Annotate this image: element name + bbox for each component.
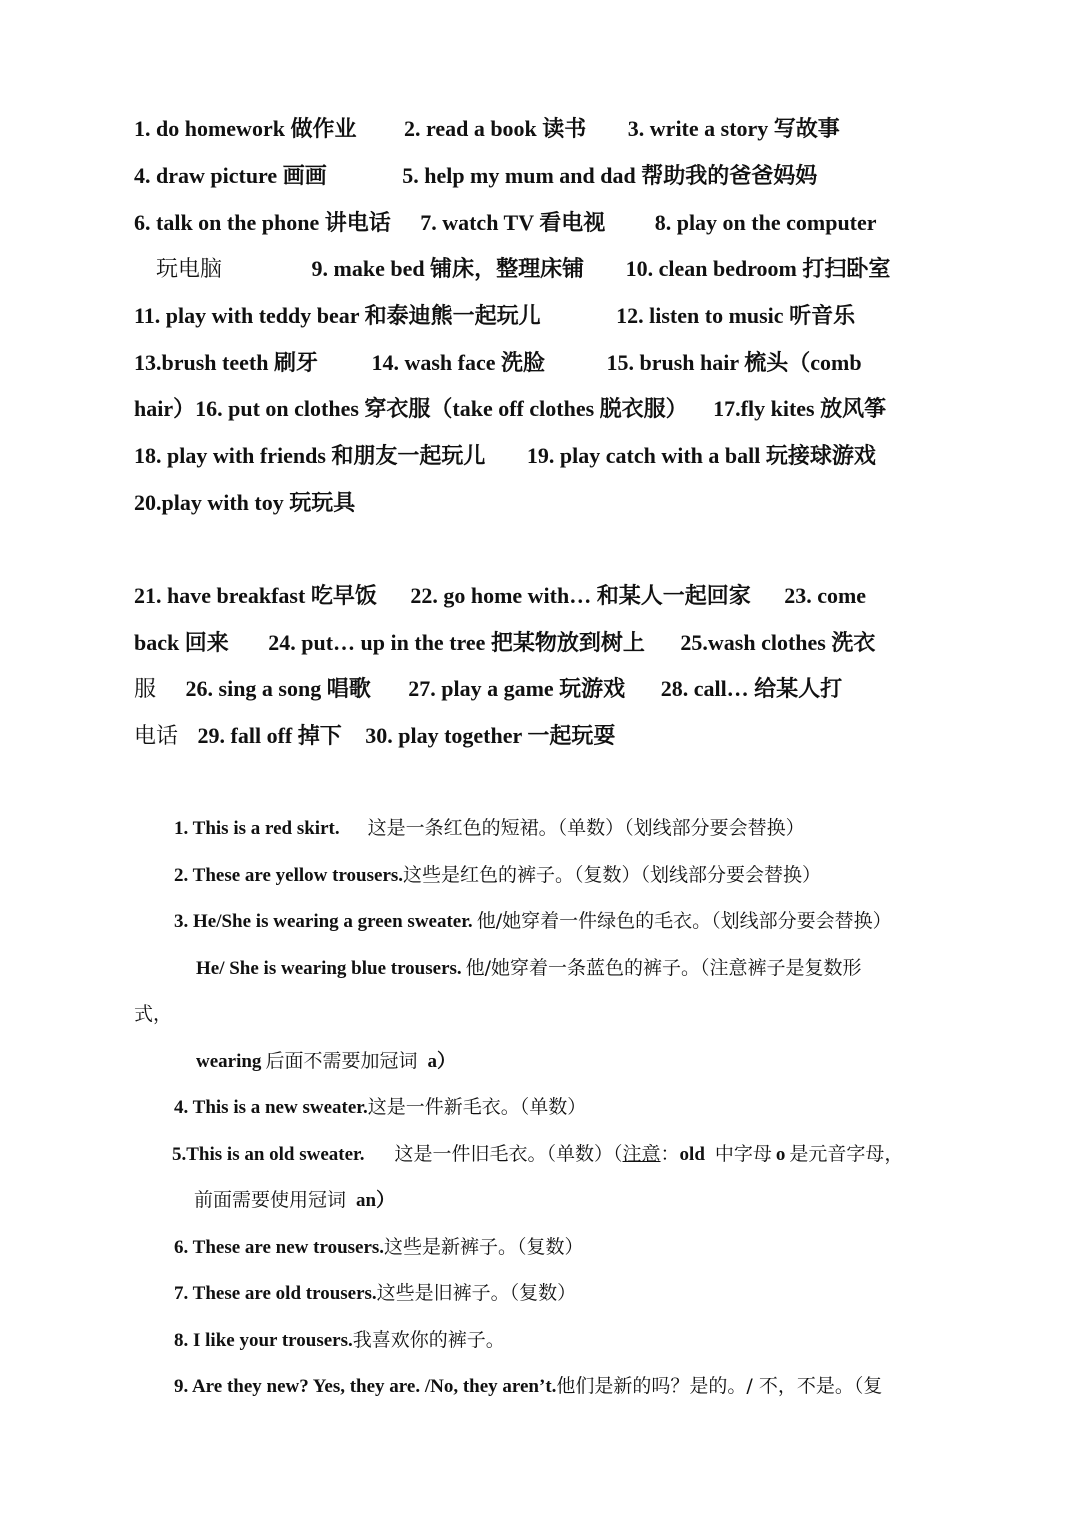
vocab-item: 15. brush hair 梳头（comb xyxy=(606,350,862,375)
sentence-1: 1. This is a red skirt. 这是一条红色的短裙。（单数）（划线部分要会替换） xyxy=(174,817,805,839)
vocab-line-1 xyxy=(134,114,954,144)
vocab-line-9 xyxy=(134,488,954,518)
sentence-3c: 式， xyxy=(134,1003,173,1025)
vocab-item: 19. play catch with a ball 玩接球游戏 xyxy=(526,443,876,468)
vocab-item: 23. come xyxy=(784,583,867,608)
vocab-line-11 xyxy=(134,628,954,658)
sentence-7: 7. These are old trousers.这些是旧裤子。（复数） xyxy=(174,1282,577,1304)
vocab-item: 29. fall off 掉下 xyxy=(197,723,342,748)
vocab-line-12 xyxy=(134,674,954,705)
vocab-line-2 xyxy=(134,161,954,191)
vocab-item: 28. call… 给某人打 xyxy=(660,676,843,701)
vocab-line-8 xyxy=(134,441,954,471)
vocab-line-6 xyxy=(134,348,954,378)
vocab-item: 4. draw picture 画画 xyxy=(134,163,327,188)
sentence-2: 2. These are yellow trousers.这些是红色的裤子。（复数）（划线部分要会替换） xyxy=(174,864,822,886)
vocab-item: hair）16. put on clothes 穿衣服（take off clothes 脱衣服） xyxy=(134,396,688,421)
vocab-item: 11. play with teddy bear 和泰迪熊一起玩儿 xyxy=(134,303,541,328)
vocab-line-7 xyxy=(134,394,954,424)
sentence-5: 5.This is an old sweater. 这是一件旧毛衣。（单数）（注意：old 中字母 o 是元音字母， xyxy=(172,1143,904,1165)
vocab-line-4 xyxy=(134,254,954,285)
sentence-3: 3. He/She is wearing a green sweater. 他/她穿着一件绿色的毛衣。（划线部分要会替换） xyxy=(174,910,892,932)
vocab-line-13 xyxy=(134,721,954,752)
sentence-5b: 前面需要使用冠词 an） xyxy=(194,1189,396,1211)
sentence-8: 8. I like your trousers.我喜欢你的裤子。 xyxy=(174,1329,505,1351)
vocab-item: 2. read a book 读书 xyxy=(403,116,587,141)
sentence-3d: wearing 后面不需要加冠词 a） xyxy=(196,1050,456,1072)
vocab-item: 1. do homework 做作业 xyxy=(134,116,357,141)
vocab-item: 30. play together 一起玩耍 xyxy=(365,723,616,748)
vocab-item: 24. put… up in the tree 把某物放到树上 xyxy=(268,630,645,655)
vocab-item: 电话 xyxy=(134,724,179,749)
vocab-item: 5. help my mum and dad 帮助我的爸爸妈妈 xyxy=(402,163,818,188)
vocab-item: 25.wash clothes 洗衣 xyxy=(680,630,876,655)
vocab-item: 7. watch TV 看电视 xyxy=(420,210,606,235)
vocab-item: 9. make bed 铺床，整理床铺 xyxy=(311,256,585,281)
vocab-item: 12. listen to music 听音乐 xyxy=(616,303,856,328)
vocab-item: 6. talk on the phone 讲电话 xyxy=(134,210,391,235)
sentence-9: 9. Are they new? Yes, they are. /No, they aren’t.他们是新的吗？是的。/ 不，不是。（复 xyxy=(174,1375,883,1397)
vocab-line-5 xyxy=(134,301,954,331)
sentence-3b: He/ She is wearing blue trousers. 他/她穿着一条蓝色的裤子。（注意裤子是复数形 xyxy=(196,957,862,979)
vocab-item: 8. play on the computer xyxy=(654,210,877,235)
vocab-item: back 回来 xyxy=(134,630,229,655)
vocab-item: 13.brush teeth 刷牙 xyxy=(134,350,318,375)
vocab-item: 27. play a game 玩游戏 xyxy=(408,676,626,701)
vocab-item: 14. wash face 洗脸 xyxy=(371,350,545,375)
vocab-item: 26. sing a song 唱歌 xyxy=(185,676,371,701)
sentence-4: 4. This is a new sweater.这是一件新毛衣。（单数） xyxy=(174,1096,587,1118)
vocab-item: 10. clean bedroom 打扫卧室 xyxy=(625,256,891,281)
vocab-item: 玩电脑 xyxy=(156,257,223,282)
sentence-6: 6. These are new trousers.这些是新裤子。（复数） xyxy=(174,1236,584,1258)
vocab-item: 3. write a story 写故事 xyxy=(627,116,840,141)
vocab-line-3 xyxy=(134,208,954,238)
vocab-item: 20.play with toy 玩玩具 xyxy=(134,490,356,515)
vocab-line-10 xyxy=(134,581,954,611)
vocab-item: 21. have breakfast 吃早饭 xyxy=(134,583,377,608)
vocab-item: 17.fly kites 放风筝 xyxy=(713,396,887,421)
vocab-item: 服 xyxy=(134,677,157,702)
vocab-item: 22. go home with… 和某人一起回家 xyxy=(410,583,751,608)
vocab-item: 18. play with friends 和朋友一起玩儿 xyxy=(134,443,486,468)
